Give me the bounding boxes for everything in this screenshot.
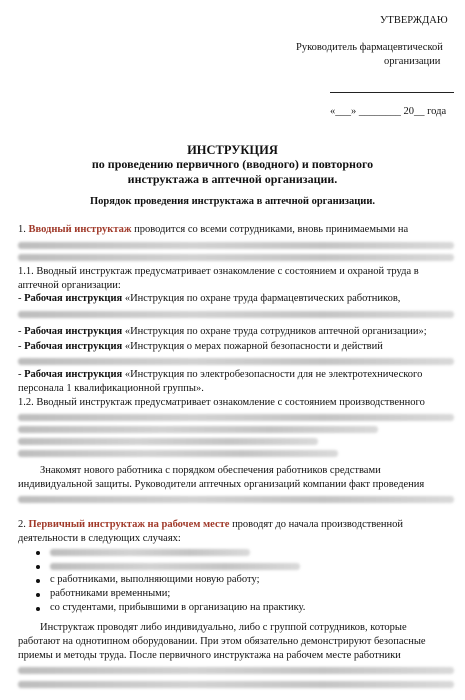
bullet-marker xyxy=(36,565,40,569)
instruction-item: - Рабочая инструкция «Инструкция о мерах пожарной безопасности и действий xyxy=(18,341,383,352)
blurred-text xyxy=(18,311,454,318)
bullet-marker xyxy=(36,551,40,555)
section2-line2: деятельности в следующих случаях: xyxy=(18,533,181,544)
section-heading: Порядок проведения инструктажа в аптечной организации. xyxy=(89,196,376,207)
signature-line xyxy=(330,92,454,93)
section2-bullet: со студентами, прибывшими в организацию на практику. xyxy=(50,602,306,613)
section1-number: 1. xyxy=(18,224,26,235)
section2-para-line3: приемы и методы труда. После первичного инструктажа на рабочем месте работники xyxy=(18,650,401,661)
section12-line1: 1.2. Вводный инструктаж предусматривает ознакомление с состоянием производственного xyxy=(18,397,425,408)
blurred-text xyxy=(18,438,318,445)
blurred-text xyxy=(18,681,454,688)
section1-text: проводится со всеми сотрудниками, вновь принимаемыми на xyxy=(134,224,409,235)
approval-heading: УТВЕРЖДАЮ xyxy=(380,15,448,26)
section11-line1: 1.1. Вводный инструктаж предусматривает ознакомление с состоянием и охраной труда в xyxy=(18,266,419,277)
section2-text: проводят до начала производственной xyxy=(232,519,404,530)
section2-intro xyxy=(18,518,403,532)
approval-role-line1: Руководитель фармацевтической xyxy=(296,42,443,53)
bullet-marker xyxy=(36,579,40,583)
ppe-line2: индивидуальной защиты. Руководители аптечных организаций компании факт проведения xyxy=(18,479,425,490)
instruction-item: - Рабочая инструкция «Инструкция по электробезопасности для не электротехнического xyxy=(18,369,423,380)
bullet-marker xyxy=(36,607,40,611)
instruction-item-line2: персонала 1 квалификационной группы». xyxy=(18,383,204,394)
section2-number: 2. xyxy=(18,519,26,530)
section1-term: Вводный инструктаж xyxy=(28,224,132,235)
blurred-text xyxy=(18,667,454,674)
instruction-item: - Рабочая инструкция «Инструкция по охране труда сотрудников аптечной организации»; xyxy=(18,326,427,337)
ppe-line1: Знакомят нового работника с порядком обеспечения работников средствами xyxy=(40,465,381,476)
blurred-text xyxy=(18,358,454,365)
approval-role-line2: организации xyxy=(384,56,441,67)
title-line2: по проведению первичного (вводного) и повторного xyxy=(91,157,374,171)
section2-para-line2: работают на однотипном оборудовании. При этом обязательно демонстрируют безопасные xyxy=(18,636,426,647)
blurred-text xyxy=(18,242,454,249)
blurred-text xyxy=(18,414,454,421)
blurred-text xyxy=(50,549,250,556)
section2-para-line1: Инструктаж проводят либо индивидуально, либо с группой сотрудников, которые xyxy=(40,622,407,633)
blurred-text xyxy=(50,563,300,570)
blurred-text xyxy=(18,496,454,503)
section2-bullet: работниками временными; xyxy=(50,588,171,599)
instruction-item: - Рабочая инструкция «Инструкция по охране труда фармацевтических работников, xyxy=(18,293,401,304)
section2-term: Первичный инструктаж на рабочем месте xyxy=(28,519,230,530)
blurred-text xyxy=(18,426,378,433)
title-line1: ИНСТРУКЦИЯ xyxy=(187,143,278,157)
section2-bullet: с работниками, выполняющими новую работу; xyxy=(50,574,260,585)
approval-date-line: «___» ________ 20__ года xyxy=(330,106,447,117)
blurred-text xyxy=(18,450,338,457)
section11-line2: аптечной организации: xyxy=(18,280,121,291)
section1-intro xyxy=(18,223,408,237)
bullet-marker xyxy=(36,593,40,597)
title-line3: инструктажа в аптечной организации. xyxy=(127,172,338,186)
blurred-text xyxy=(18,254,454,261)
